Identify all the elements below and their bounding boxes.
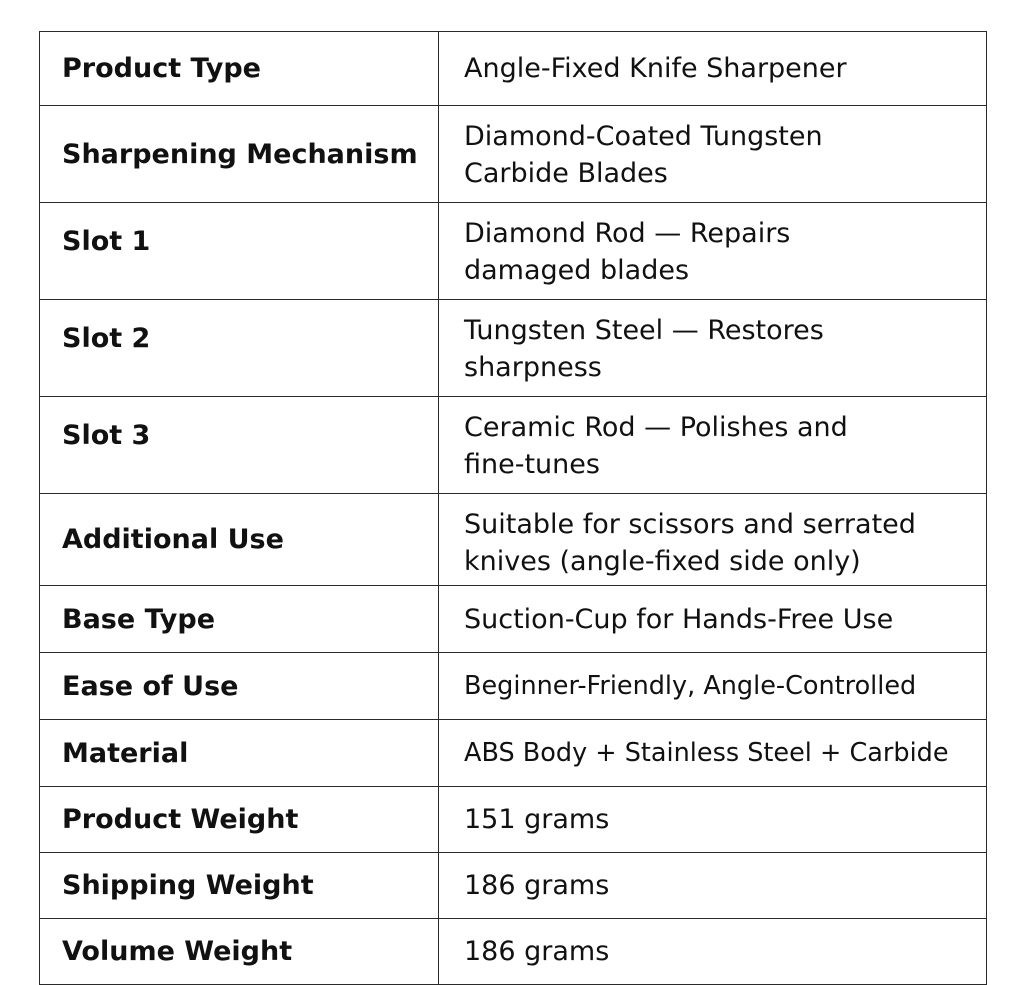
row-value [439,106,987,203]
table-row [40,494,987,586]
table-row [40,853,987,919]
table-row [40,203,987,300]
row-label: Product Weight [40,787,439,853]
row-value: 186 grams [439,853,987,919]
value-line: Ceramic Rod — Polishes and [464,412,848,443]
spec-table [39,31,987,985]
table-row [40,720,987,787]
table-row [40,653,987,720]
row-label: Slot 1 [40,203,439,300]
value-line: damaged blades [464,255,690,286]
value-line: Diamond Rod — Repairs [464,218,791,249]
row-label: Slot 3 [40,397,439,494]
value-line: fine-tunes [464,449,600,480]
row-value: Beginner-Friendly, Angle-Controlled [439,653,987,720]
row-value: ABS Body + Stainless Steel + Carbide [439,720,987,787]
row-value [439,494,987,586]
row-value: 151 grams [439,787,987,853]
row-label: Sharpening Mechanism [40,106,439,203]
row-label: Product Type [40,32,439,106]
table-row [40,106,987,203]
row-value: 186 grams [439,919,987,985]
row-value [439,300,987,397]
row-label: Base Type [40,586,439,653]
value-line: Suitable for scissors and serrated [464,509,916,540]
table-row [40,300,987,397]
row-label: Material [40,720,439,787]
table-row [40,397,987,494]
row-label: Volume Weight [40,919,439,985]
table-row [40,919,987,985]
row-label: Slot 2 [40,300,439,397]
table-row [40,586,987,653]
row-label: Additional Use [40,494,439,586]
value-line: Carbide Blades [464,158,668,189]
row-label: Shipping Weight [40,853,439,919]
row-label: Ease of Use [40,653,439,720]
value-line: sharpness [464,352,602,383]
row-value [439,397,987,494]
table-row [40,32,987,106]
value-line: knives (angle-fixed side only) [464,546,861,577]
row-value: Suction-Cup for Hands-Free Use [439,586,987,653]
row-value: Angle-Fixed Knife Sharpener [439,32,987,106]
table-row [40,787,987,853]
value-line: Tungsten Steel — Restores [464,315,824,346]
value-line: Diamond-Coated Tungsten [464,121,823,152]
row-value [439,203,987,300]
